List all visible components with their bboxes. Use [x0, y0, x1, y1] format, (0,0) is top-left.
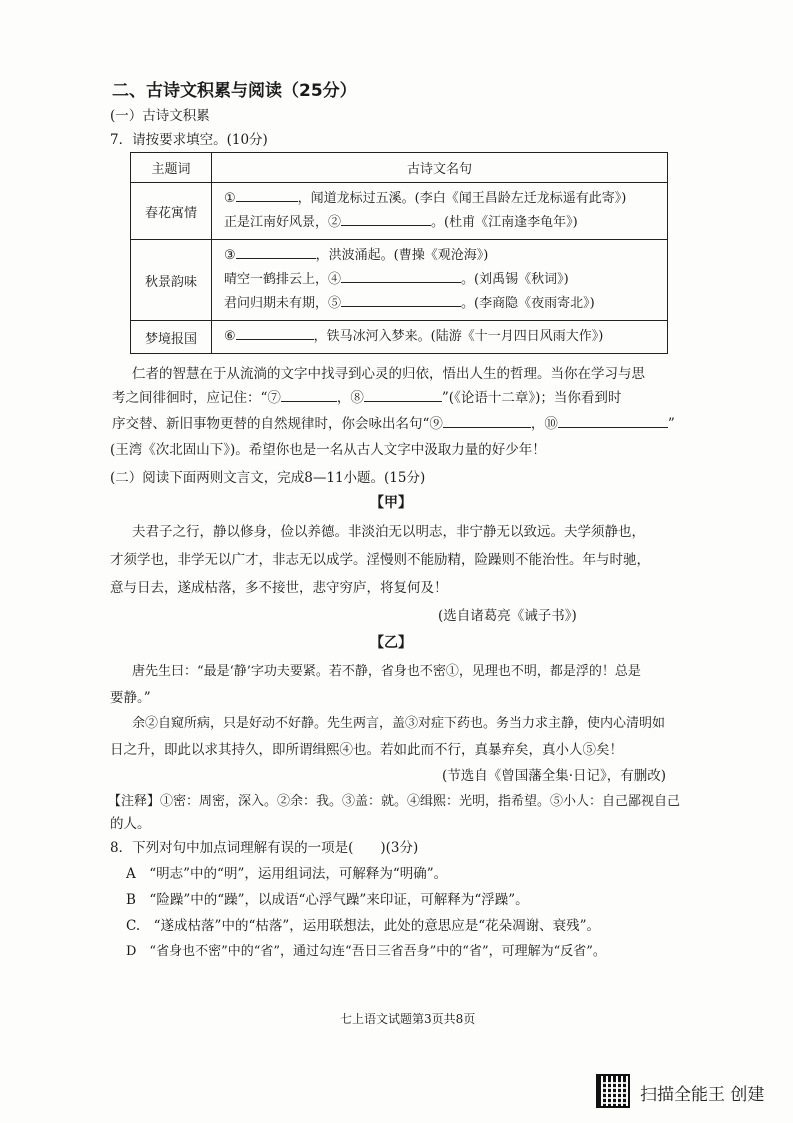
fill-blank-4[interactable] — [341, 269, 461, 283]
yi-line: 唐先生曰：“最是‘静’字功夫要紧。若不静，省身也不密①，见理也不明，都是浮的！总是 — [132, 664, 641, 679]
qr-code-icon — [596, 1074, 630, 1108]
question-7: 7．请按要求填空。(10分) — [110, 132, 268, 148]
row-content: ① ，闻道龙标过五溪。(李白《闻王昌龄左迁龙标遥有此寄》) 正是江南好风景，② 。(杜甫《江南逢李龟年》) — [212, 183, 668, 240]
fill-blank-3[interactable] — [236, 245, 316, 259]
question-8-stem: 8．下列对句中加点词理解有误的一项是( )(3分) — [110, 840, 419, 856]
yi-line: 要静。” — [110, 690, 151, 706]
poem-table — [130, 152, 668, 354]
row-theme: 秋景韵味 — [131, 240, 212, 321]
notes-line: 【注释】①密：周密，深入。②余：我。③盖：就。④缉熙：光明，指希望。⑤小人：自己鄙视自己 — [108, 794, 681, 809]
passage-line: 考之间徘徊时，应记住：“⑦ ，⑧ ”(《论语十二章》)；当你看到时 — [112, 390, 622, 406]
yi-line: 余②自窥所病，只是好动不好静。先生两言，盖③对症下药也。务当力求主静，使内心清明如 — [132, 716, 666, 731]
option-a[interactable]: A “明志”中的“明”，运用组词法，可解释为“明确”。 — [126, 866, 448, 882]
option-c[interactable]: C. “遂成枯落”中的“枯落”，运用联想法，此处的意思应是“花朵凋谢、衰残”。 — [126, 918, 601, 934]
jia-line: 意与日去，遂成枯落，多不接世，悲守穷庐，将复何及！ — [110, 580, 448, 596]
page-footer: 七上语文试题第3页共8页 — [340, 1012, 476, 1026]
passage-line: 仁者的智慧在于从流淌的文字中找寻到心灵的归依，悟出人生的哲理。当你在学习与思 — [132, 366, 645, 382]
yi-line: 日之升，即此以求其持久，即所谓缉熙④也。若如此而不行，真暴弃矣，真小人⑤矣！ — [110, 742, 623, 758]
watermark: 扫描全能王 创建 — [640, 1085, 765, 1105]
row-theme: 春花寓情 — [131, 183, 212, 240]
part1-title: (一）古诗文积累 — [110, 108, 210, 124]
section-title: 二、古诗文积累与阅读（25分） — [112, 81, 357, 101]
fill-blank-9[interactable] — [443, 414, 531, 428]
option-d[interactable]: D “省身也不密”中的“省”，通过勾连“吾日三省吾身”中的“省”，可理解为“反省”。 — [126, 944, 606, 959]
passage-jia-title: 【甲】 — [370, 495, 412, 511]
jia-line: 夫君子之行，静以修身，俭以养德。非淡泊无以明志，非宁静无以致远。夫学须静也， — [132, 524, 645, 540]
row-theme: 梦境报国 — [131, 321, 212, 354]
row-content: ③ ，洪波涌起。(曹操《观沧海》) 晴空一鹤排云上，④ 。(刘禹锡《秋词》) 君问归期未有期，⑤ 。(李商隐《夜雨寄北》) — [212, 240, 668, 321]
passage-line: (王湾《次北固山下》)。希望你也是一名从古人文字中汲取力量的好少年！ — [110, 442, 546, 458]
row-content: ⑥ ，铁马冰河入梦来。(陆游《十一月四日风雨大作》) — [212, 321, 668, 354]
fill-blank-7[interactable] — [281, 388, 337, 402]
fill-blank-8[interactable] — [364, 388, 442, 402]
passage-yi-title: 【乙】 — [370, 635, 412, 651]
yi-source: (节选自《曾国藩全集·日记》，有删改) — [442, 768, 667, 784]
fill-blank-5[interactable] — [341, 293, 461, 307]
jia-source: (选自诸葛亮《诫子书》) — [438, 608, 577, 624]
header-content: 古诗文名句 — [212, 153, 668, 183]
option-b[interactable]: B “险躁”中的“躁”，以成语“心浮气躁”来印证，可解释为“浮躁”。 — [126, 892, 529, 908]
fill-blank-10[interactable] — [558, 414, 668, 428]
fill-blank-1[interactable] — [236, 188, 298, 202]
passage-line: 序交替、新旧事物更替的自然规律时，你会咏出名句“⑨ ，⑩ ” — [112, 416, 675, 432]
header-theme: 主题词 — [131, 153, 212, 183]
part2-title: (二）阅读下面两则文言文，完成8—11小题。(15分) — [110, 470, 426, 486]
fill-blank-6[interactable] — [236, 326, 314, 340]
notes-line: 的人。 — [110, 816, 151, 832]
fill-blank-2[interactable] — [341, 212, 431, 226]
jia-line: 才须学也，非学无以广才，非志无以成学。淫慢则不能励精，险躁则不能治性。年与时驰， — [110, 552, 650, 568]
